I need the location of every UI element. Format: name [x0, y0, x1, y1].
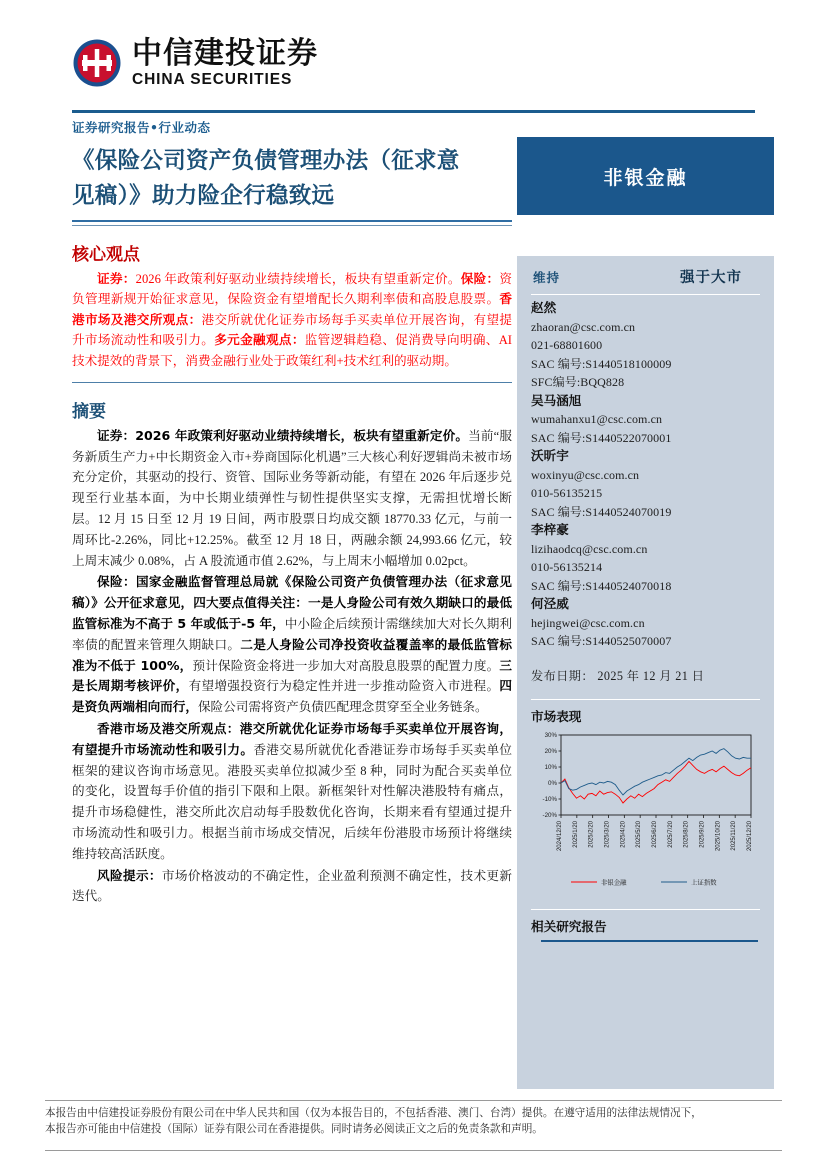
report-kicker: 证券研究报告•行业动态	[72, 120, 211, 135]
y-axis-tick-label: 10%	[544, 763, 557, 771]
x-axis-tick-label: 2025/2/20	[588, 820, 595, 848]
analyst-name: 李梓豪	[531, 522, 569, 537]
summary-paragraph: 风险提示：市场价格波动的不确定性，企业盈利预测不确定性，技术更新迭代。	[72, 867, 513, 904]
analyst-detail: SAC 编号:S1440525070007	[531, 634, 672, 648]
analyst-name: 赵然	[531, 300, 557, 315]
footer-disclaimer	[45, 1106, 782, 1138]
market-performance-heading: 市场表现	[531, 708, 582, 724]
analyst-detail: wumahanxu1@csc.com.cn	[531, 412, 663, 426]
footer-line: 本报告由中信建投证券股份有限公司在中华人民共和国（仅为本报告目的，不包括香港、澳门、台湾）提供。在遵守适用的法律法规情况下，	[45, 1108, 702, 1119]
publish-date: 发布日期： 2025 年 12 月 21 日	[531, 668, 705, 683]
related-reports-heading: 相关研究报告	[531, 918, 607, 934]
summary-divider	[72, 382, 512, 383]
page-title: 《保险公司资产负债管理办法（征求意 见稿）》助力险企行稳致远	[72, 148, 460, 209]
sector-name: 非银金融	[603, 166, 688, 189]
x-axis-tick-label: 2024/12/20	[557, 820, 563, 851]
legend-label: 上证指数	[691, 878, 717, 886]
x-axis-tick-label: 2025/12/20	[747, 820, 753, 851]
y-axis-tick-label: -10%	[542, 795, 557, 803]
sidebar-divider-bottom	[531, 909, 760, 910]
x-axis-tick-label: 2025/1/20	[572, 820, 579, 848]
core-view-heading: 核心观点	[72, 244, 140, 265]
analyst-name: 何泾威	[531, 596, 569, 611]
analyst-detail: SAC 编号:S1440524070019	[531, 504, 672, 519]
core-view-text: 证券：2026 年政策利好驱动业绩持续增长，板块有望重新定价。保险：资负管理新规开始征求意见，保险资金有望增配长久期利率债和高股息股票。香港市场及港交所观点：港交所就优化证券市场每手买卖单位开展咨询，有望提升市场流动性和吸引力。多元金融观点：监管逻辑趋稳、促消费导向明确、AI 技术提效的背景下，消费金融行业处于政策红利+技术红利的驱动期。	[72, 270, 513, 368]
rating-label: 维持	[533, 270, 561, 285]
sector-banner	[517, 137, 774, 215]
x-axis-tick-label: 2025/8/20	[683, 820, 690, 848]
brand-logo	[72, 38, 318, 88]
summary-paragraph: 保险：国家金融监督管理总局就《保险公司资产负债管理办法（征求意见稿）》公开征求意见，四大要点值得关注：一是人身险公司有效久期缺口的最低监管标准为不高于 5 年或低于-5 年，中小险企后续预计需继续加大对长久期利率债的配置来管理久期缺口。二是人身险公司净投资收益覆盖率的最低监管标准为不低于 100%，预计保险资金将进一步加大对高股息股票的配置力度。三是长周期考核评价，有望增强投资行为稳定性并进一步推动险资入市进程。四是资负两端相向而行，保险公司需将资产负债匹配理念贯穿至全业务链条。	[72, 574, 513, 715]
rating-row	[531, 266, 760, 287]
status-badge: 强于大市	[680, 270, 742, 286]
title-divider-thin	[72, 225, 512, 226]
main-content	[72, 118, 512, 907]
analyst-detail: SAC 编号:S1440518100009	[531, 356, 672, 371]
x-axis-tick-label: 2025/9/20	[699, 820, 706, 848]
analyst-name: 吴马涵旭	[531, 392, 582, 408]
analyst-detail: SFC编号:BQQ828	[531, 375, 625, 389]
page-header	[0, 0, 827, 132]
x-axis-tick-label: 2025/3/20	[604, 820, 611, 848]
summary-body	[72, 426, 512, 907]
legend-label: 非银金融	[601, 878, 627, 886]
sidebar-divider-top	[531, 294, 760, 295]
analyst-detail: 010-56135215	[531, 486, 603, 500]
analyst-detail: lizihaodcq@csc.com.cn	[531, 541, 648, 556]
csc-circle-logo-icon	[72, 38, 122, 88]
x-axis-tick-label: 2025/4/20	[620, 820, 627, 848]
header-divider	[72, 110, 755, 113]
chart-frame	[561, 735, 751, 815]
y-axis-tick-label: 20%	[544, 747, 557, 755]
brand-name-cn: 中信建投证券	[132, 36, 318, 71]
market-performance-chart	[529, 727, 757, 903]
analyst-detail: hejingwei@csc.com.cn	[531, 615, 645, 630]
sidebar-divider-mid	[531, 699, 760, 700]
x-axis-tick-label: 2025/7/20	[667, 820, 674, 848]
analyst-detail: 021-68801600	[531, 338, 603, 352]
brand-name-en: CHINA SECURITIES	[132, 71, 293, 88]
summary-paragraph: 香港市场及港交所观点：港交所就优化证券市场每手买卖单位开展咨询，有望提升市场流动性和吸引力。香港交易所就优化香港证券市场每手买卖单位框架的建议咨询市场意见。港股买卖单位拟减少至 8 种，同时为配合买卖单位的变化，设置每手价值的指引下限和上限。新框架针对性解决港股特有痛点，提升市场稳健性，港交所此次启动每手股数优化咨询，长期来看有望通过提升市场流动性和吸引力。根据当前市场成交情况，后续年份港股市场预计将继续维持较高活跃度。	[72, 721, 513, 861]
x-axis-tick-label: 2025/11/20	[731, 820, 738, 851]
footer-divider-top	[45, 1100, 782, 1101]
y-axis-tick-label: -20%	[542, 811, 557, 819]
title-divider	[72, 220, 512, 222]
summary-paragraph: 证券：2026 年政策利好驱动业绩持续增长，板块有望重新定价。当前“服务新质生产力+中长期资金入市+券商国际化机遇”三大核心利好逻辑尚未被市场充分定价，其驱动的投行、资管、国际业务等新动能，有望在 2026 年后逐步兑现至行业基本面，为中长期业绩弹性与韧性提供坚实支撑，无需担忧增长断层。12 月 15 日至 12 月 19 日间，两市股票日均成交额 18770.33 亿元，与前一周环比-2.26%，同比+12.25%。截至 12 月 18 日，两融余额 24,993.66 亿元，较上周末减少 0.08%，占 A 股流通市值 2.62%，与上周末小幅增加 0.02pct。	[72, 427, 513, 568]
footer-divider-bottom	[45, 1150, 782, 1151]
y-axis-tick-label: 0%	[548, 779, 557, 787]
analyst-name: 沃昕宇	[531, 448, 569, 463]
x-axis-tick-label: 2025/10/20	[715, 820, 722, 851]
x-axis-tick-label: 2025/5/20	[636, 820, 643, 848]
related-reports-rule	[541, 940, 758, 942]
info-sidebar	[517, 256, 774, 1089]
chart-series-上证指数	[561, 748, 751, 794]
analyst-detail: zhaoran@csc.com.cn	[531, 319, 636, 334]
analyst-list	[531, 299, 760, 651]
analyst-detail: 010-56135214	[531, 560, 603, 574]
footer-line: 本报告亦可能由中信建投（国际）证券有限公司在香港提供。同时请务必阅读正文之后的免责条款和声明。	[45, 1124, 543, 1135]
chart-series-非银金融	[561, 761, 751, 803]
y-axis-tick-label: 30%	[544, 731, 557, 739]
x-axis-tick-label: 2025/6/20	[652, 820, 658, 848]
analyst-detail: woxinyu@csc.com.cn	[531, 467, 640, 482]
analyst-detail: SAC 编号:S1440524070018	[531, 578, 672, 593]
summary-heading: 摘要	[72, 401, 106, 422]
analyst-detail: SAC 编号:S1440522070001	[531, 430, 672, 445]
